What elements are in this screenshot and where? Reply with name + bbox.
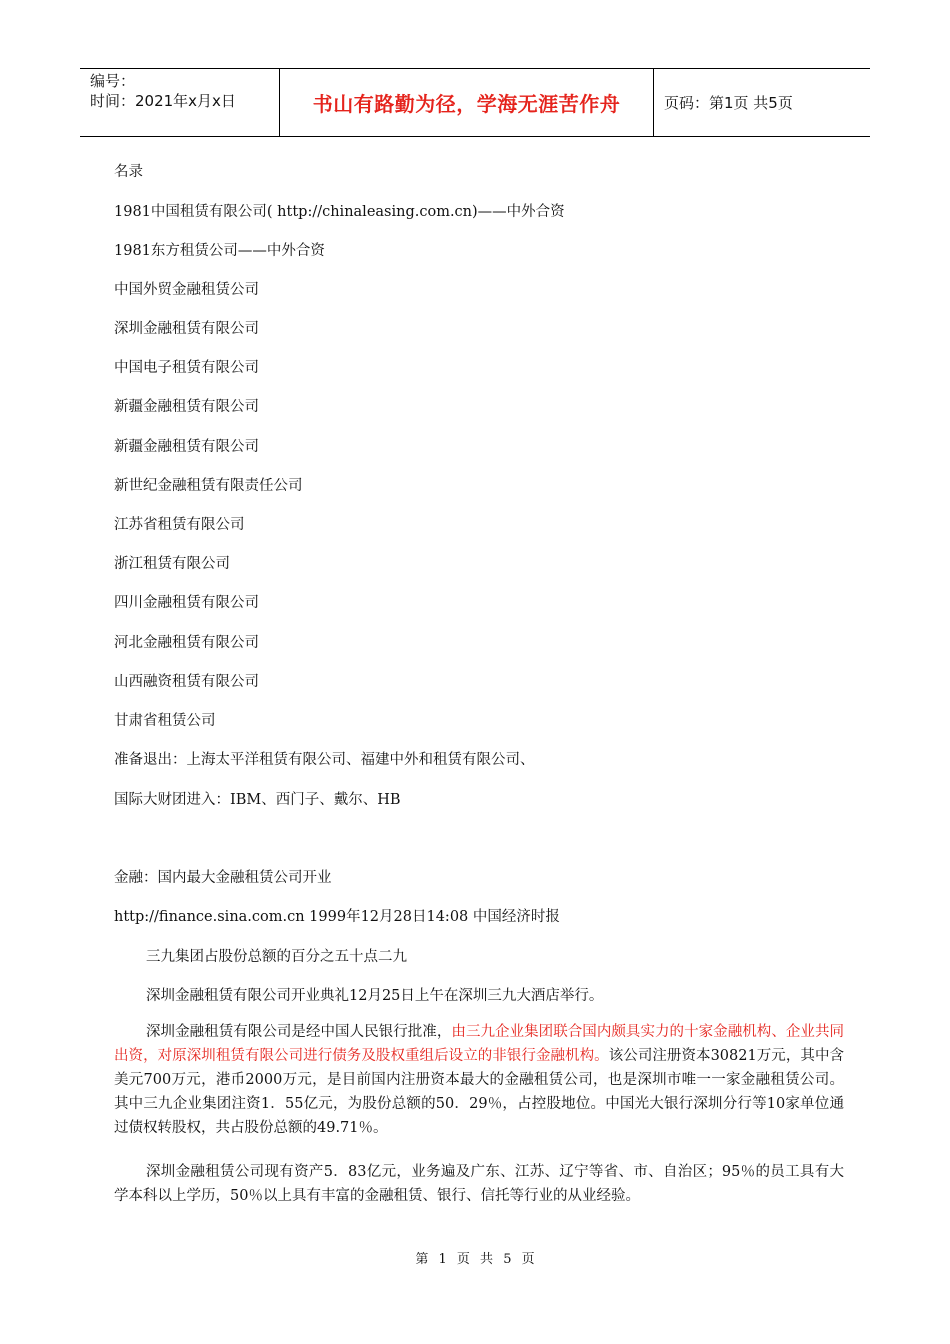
paragraph-text: 深圳金融租赁有限公司是经中国人民银行批准， [146, 1024, 452, 1040]
list-item: 新疆金融租赁有限公司 [114, 399, 259, 415]
list-item: 1981东方租赁公司——中外合资 [114, 243, 325, 259]
list-item: 中国电子租赁有限公司 [114, 360, 259, 376]
motto: 书山有路勤为径，学海无涯苦作舟 [312, 92, 621, 116]
list-title: 名录 [114, 164, 143, 180]
list-item: 山西融资租赁有限公司 [114, 674, 259, 690]
list-item: 准备退出：上海太平洋租赁有限公司、福建中外和租赁有限公司、 [114, 752, 535, 768]
page-footer: 第 1 页 共 5 页 [415, 1252, 535, 1267]
page-info: 页码：第1页 共5页 [664, 94, 793, 112]
header-page-info [654, 69, 870, 136]
number-label: 编号： [90, 72, 136, 90]
article-subtitle: 三九集团占股份总额的百分之五十点二九 [146, 949, 407, 965]
list-item: 浙江租赁有限公司 [114, 556, 230, 572]
list-item: 新世纪金融租赁有限责任公司 [114, 478, 303, 494]
article-paragraph-2 [114, 1020, 844, 1140]
list-item: 河北金融租赁有限公司 [114, 635, 259, 651]
list-item: 四川金融租赁有限公司 [114, 595, 259, 611]
paragraph-text: 该公司注册资本30821万元，其中含美元700万元，港币2000万元，是目前国内注册资本最大的金融租赁公司，也是深圳市唯一一家金融租赁公司。其中三九企业集团注资1．55亿元，为股份总额的50．29％，占控股地位。中国光大银行深圳分行等10家单位通过债权转股权，共占股份总额的49.71％。 [114, 1048, 844, 1136]
article-paragraph-3: 深圳金融租赁公司现有资产5．83亿元，业务遍及广东、江苏、辽宁等省、市、自治区；95％的员工具有大学本科以上学历，50％以上具有丰富的金融租赁、银行、信托等行业的从业经验。 [114, 1164, 844, 1204]
time-label: 时间：2021年x月x日 [90, 92, 236, 110]
list-item: 国际大财团进入：IBM、西门子、戴尔、HB [114, 792, 401, 808]
list-item: 深圳金融租赁有限公司 [114, 321, 259, 337]
list-item: 甘肃省租赁公司 [114, 713, 216, 729]
list-item: 江苏省租赁有限公司 [114, 517, 245, 533]
list-item: 1981中国租赁有限公司( http://chinaleasing.com.cn)——中外合资 [114, 204, 565, 220]
article-title: 金融：国内最大金融租赁公司开业 [114, 870, 332, 886]
highlighted-text: 由三九企业集团联合国内颇具实力的十家金融机构、企业共同出资，对原深圳租赁有限公司进行债务及股权重组后设立的非银行金融机构。 [114, 1024, 845, 1064]
article-source: http://finance.sina.com.cn 1999年12月28日14:08 中国经济时报 [114, 909, 560, 925]
list-item: 新疆金融租赁有限公司 [114, 439, 259, 455]
header-meta [80, 69, 280, 136]
header-motto-cell [280, 69, 654, 136]
page-header [80, 68, 870, 137]
article-paragraph-1: 深圳金融租赁有限公司开业典礼12月25日上午在深圳三九大酒店举行。 [146, 988, 604, 1004]
list-item: 中国外贸金融租赁公司 [114, 282, 259, 298]
